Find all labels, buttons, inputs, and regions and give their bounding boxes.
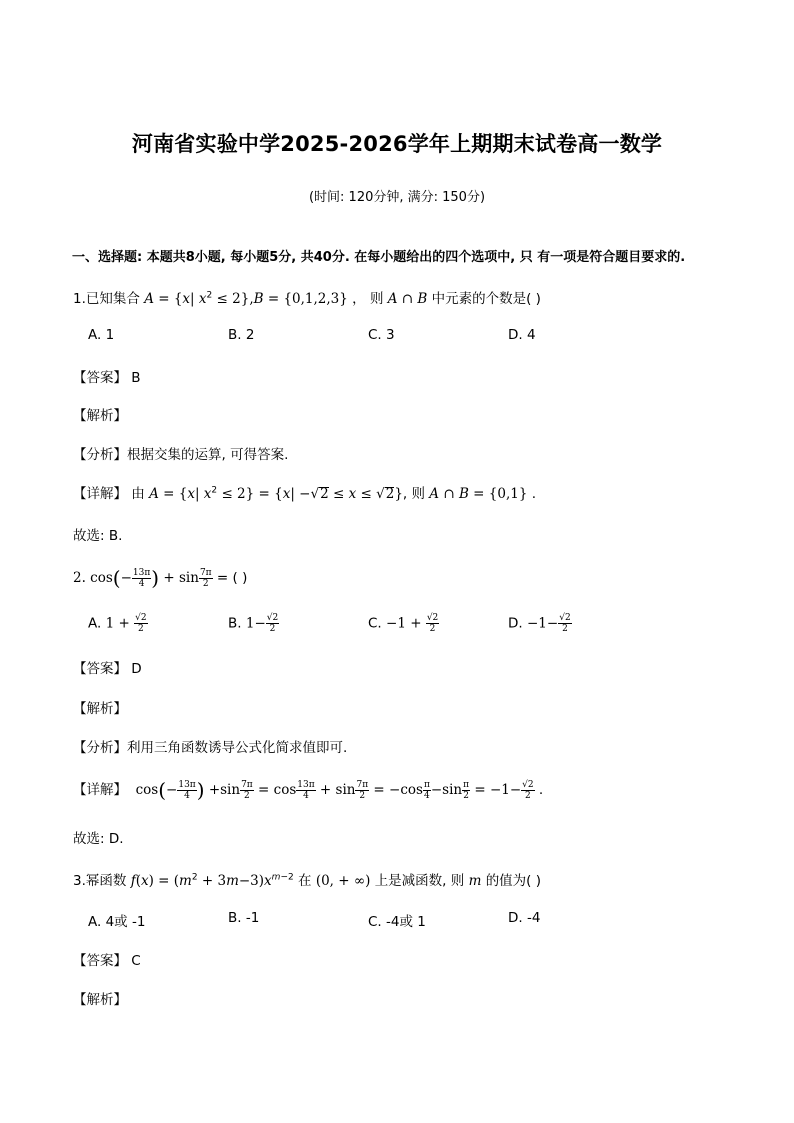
q1-option-b: B. 2 bbox=[228, 327, 255, 343]
q2-analysis-label: 【解析】 bbox=[73, 701, 127, 717]
q3-options bbox=[88, 910, 648, 930]
exam-subtitle: (时间: 120分钟, 满分: 150分) bbox=[308, 190, 486, 205]
q1-options bbox=[88, 327, 648, 343]
q2-analysis: 【分析】利用三角函数诱导公式化简求值即可. bbox=[73, 740, 348, 756]
q1-analysis-label: 【解析】 bbox=[73, 408, 127, 424]
q1-option-d: D. 4 bbox=[508, 327, 536, 343]
q1-choose: 故选: B. bbox=[73, 528, 123, 544]
q3-analysis-label: 【解析】 bbox=[73, 992, 127, 1008]
section-heading: 一、选择题: 本题共8小题, 每小题5分, 共40分. 在每小题给出的四个选项中, 只 有一项是符合题目要求的. bbox=[72, 250, 686, 265]
q1-option-a: A. 1 bbox=[88, 327, 115, 343]
q2-option-d: D. −1− $\frac{√2}{2}$ bbox=[508, 613, 571, 634]
q3-option-b: B. -1 bbox=[228, 910, 260, 926]
q1-set-expr: A bbox=[144, 291, 154, 307]
q2-option-b: B. 1− $\frac{√2}{2}$ bbox=[228, 613, 279, 634]
q2-stem: 2. cos(− $\frac{13\pi}{4}$ ) + sin $\frac{7\pi}{2}$ = ( ) bbox=[73, 566, 248, 590]
q3-stem: 3.幂函数 $f(x) = (m^2 + 3m-3)x^{m-2}$ 在 (0, + ∞) 上是减函数, 则 m 的值为( ) bbox=[73, 872, 542, 889]
q3-answer: 【答案】 C bbox=[73, 953, 141, 969]
q3-option-a: A. 4或 -1 bbox=[88, 914, 146, 930]
q1-stem: 1.已知集合 A = {x| $x^2 \le 2\},B = \{0,1,2,3\}$ ， 则 A ∩ B 中元素的个数是( ) bbox=[73, 290, 541, 307]
q2-option-a: A. 1 + $\frac{√2}{2}$ bbox=[88, 613, 147, 634]
q1-option-c: C. 3 bbox=[368, 327, 395, 343]
q3-option-d: D. -4 bbox=[508, 910, 541, 926]
q1-detail: 【详解】 由 A = {x| $x^2 \le 2\} = \{x| -√2 \le x \le √2\}$, 则 A ∩ B = {0,1} . bbox=[73, 485, 537, 502]
q2-answer: 【答案】 D bbox=[73, 661, 142, 677]
q1-answer: 【答案】 B bbox=[73, 370, 141, 386]
exam-title: 河南省实验中学2025-2026学年上期期末试卷高一数学 bbox=[131, 132, 663, 156]
q3-option-c: C. -4或 1 bbox=[368, 914, 426, 930]
q2-options bbox=[88, 613, 648, 634]
q2-choose: 故选: D. bbox=[73, 831, 124, 847]
q2-detail: 【详解】 cos(− $\frac{13\pi}{4}$ ) +sin $\frac{7\pi}{2}$ = cos $\frac{13\pi}{4}$ + sin $\frac{7\pi}{2}$ = −cos $\frac{\pi}{4}$ −sin $\frac{\pi}{2}$ = −1− $\frac{√2}{2}$ . bbox=[73, 778, 544, 802]
q2-option-c: C. −1 + $\frac{√2}{2}$ bbox=[368, 613, 439, 634]
q1-analysis: 【分析】根据交集的运算, 可得答案. bbox=[73, 447, 289, 463]
